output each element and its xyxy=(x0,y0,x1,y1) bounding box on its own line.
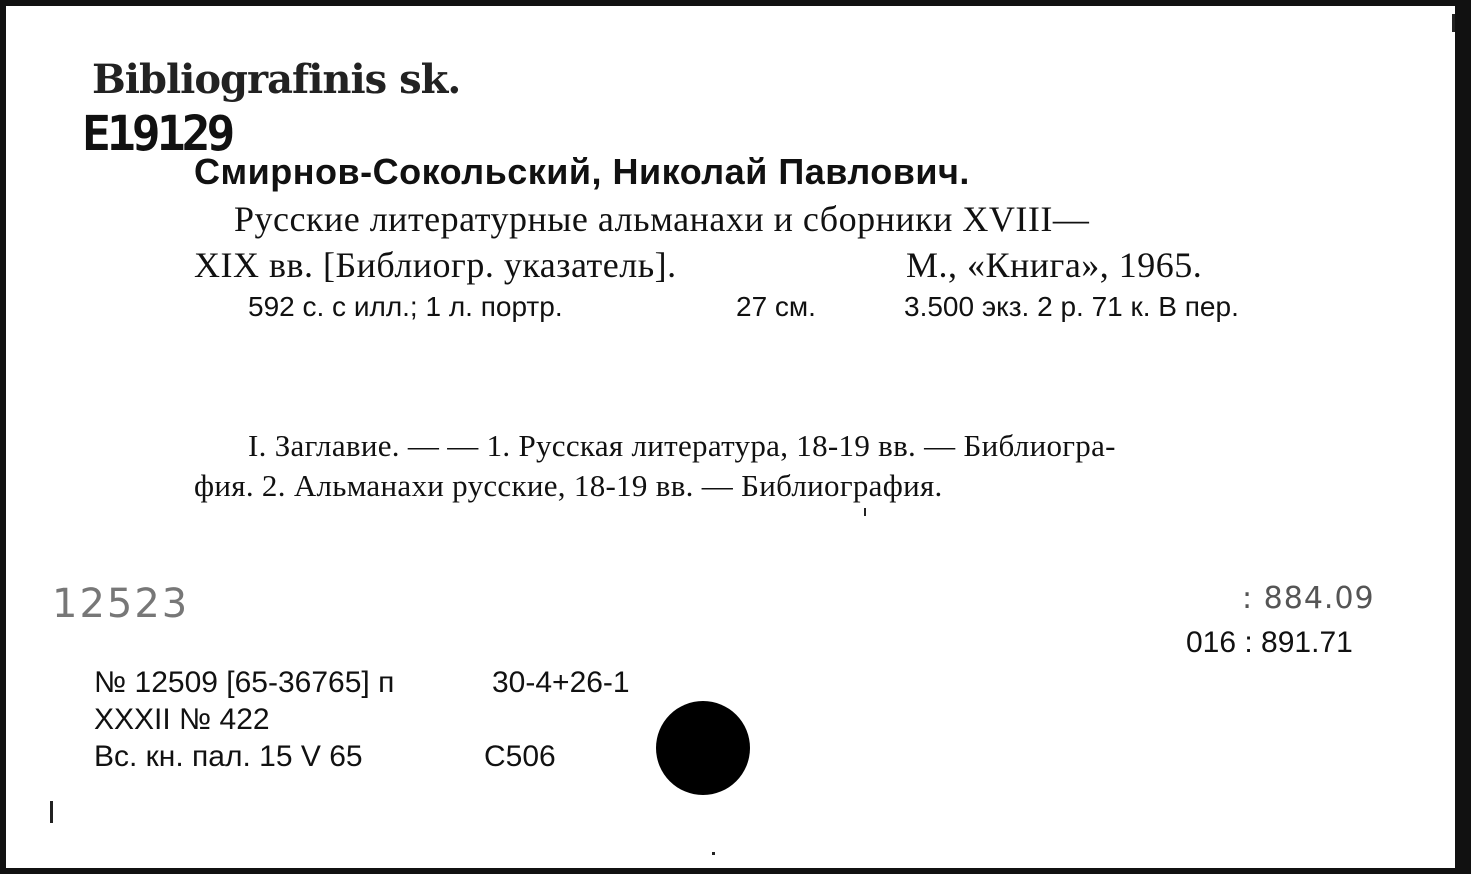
handwritten-note-left: 12523 xyxy=(52,581,190,627)
ink-speck xyxy=(712,852,715,855)
card-code: C506 xyxy=(484,740,556,773)
collation-pages: 592 с. с илл.; 1 л. портр. xyxy=(248,291,563,322)
collation-size: 27 см. xyxy=(736,291,816,322)
publication-info: М., «Книга», 1965. xyxy=(906,245,1203,285)
subject-tracing-line-1: I. Заглавие. — — 1. Русская литература, 18-19 вв. — Библиогра- xyxy=(248,428,1116,463)
title-line-2: XIX вв. [Библиогр. указатель]. xyxy=(194,245,677,285)
udc-classification: 016 : 891.71 xyxy=(1186,626,1353,659)
punch-hole xyxy=(656,701,750,795)
print-code: 30-4+26-1 xyxy=(492,666,630,699)
book-chamber-date: Вс. кн. пал. 15 V 65 xyxy=(94,740,363,773)
ink-speck xyxy=(1452,14,1455,32)
handwritten-note-right: : 884.09 xyxy=(1242,581,1375,616)
subject-tracing-line-2: фия. 2. Альманахи русские, 18-19 вв. — Библиография. xyxy=(194,468,943,503)
ink-speck xyxy=(50,801,53,823)
print-order-number: № 12509 [65-36765] п xyxy=(94,666,395,699)
series-number: XXXII № 422 xyxy=(94,703,270,736)
shelfmark-number: E19129 xyxy=(82,106,232,162)
title-line-1: Русские литературные альманахи и сборники XVIII— xyxy=(234,199,1090,239)
library-stamp: Bibliografinis sk. xyxy=(92,56,461,103)
edition-price: 3.500 экз. 2 р. 71 к. В пер. xyxy=(904,291,1239,322)
ink-speck xyxy=(864,508,866,516)
author-heading: Смирнов-Сокольский, Николай Павлович. xyxy=(194,151,970,192)
